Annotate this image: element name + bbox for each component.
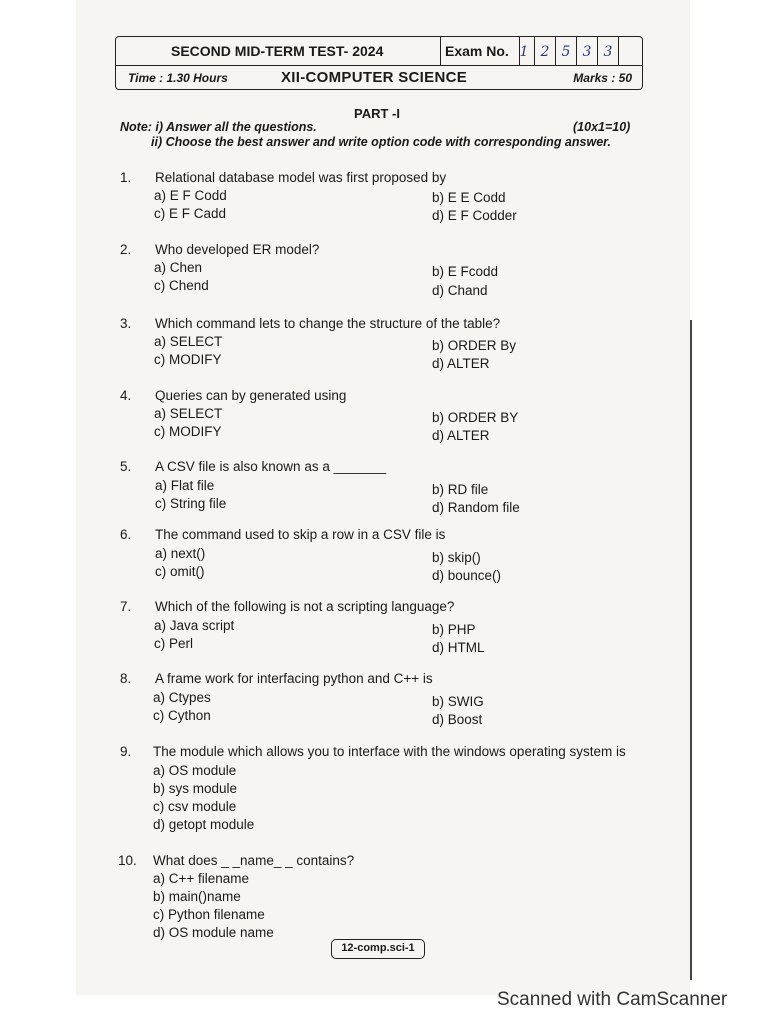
header-top-row bbox=[116, 37, 642, 66]
option-d: d) Chand bbox=[432, 283, 488, 298]
exam-digit: 3 bbox=[598, 37, 619, 65]
note-marks: (10x1=10) bbox=[573, 120, 631, 134]
option-b: b) RD file bbox=[432, 482, 489, 497]
question-text: A CSV file is also known as a _______ bbox=[155, 459, 387, 474]
question-text: Relational database model was first proposed by bbox=[155, 170, 447, 185]
option-c: c) Cython bbox=[153, 708, 211, 723]
option-c: c) MODIFY bbox=[154, 424, 222, 439]
question-number: 7. bbox=[120, 599, 132, 614]
option-c: c) Python filename bbox=[153, 907, 265, 922]
scanner-watermark: Scanned with CamScanner bbox=[497, 989, 728, 1010]
exam-digit: 2 bbox=[535, 37, 556, 65]
option-b: b) main()name bbox=[153, 889, 241, 904]
option-d: d) ALTER bbox=[432, 428, 490, 443]
option-b: b) skip() bbox=[432, 550, 481, 565]
exam-digit: 1 bbox=[514, 37, 535, 65]
option-d: d) Boost bbox=[432, 712, 483, 727]
test-title: SECOND MID-TERM TEST- 2024 bbox=[171, 43, 384, 59]
option-b: b) sys module bbox=[153, 781, 238, 796]
option-d: d) bounce() bbox=[432, 568, 502, 583]
option-b: b) E Fcodd bbox=[432, 264, 499, 279]
question-number: 5. bbox=[120, 459, 132, 474]
question-number: 8. bbox=[120, 671, 132, 686]
question-text: Which command lets to change the structure of the table? bbox=[155, 316, 501, 331]
option-c: c) String file bbox=[155, 496, 227, 511]
option-d: d) E F Codder bbox=[432, 208, 517, 223]
option-d: d) Random file bbox=[432, 500, 520, 515]
part-heading: PART -I bbox=[354, 106, 400, 121]
exam-no-label: Exam No. bbox=[440, 37, 520, 65]
option-a: a) OS module bbox=[153, 763, 237, 778]
note-line-2: ii) Choose the best answer and write option code with corresponding answer. bbox=[151, 135, 611, 149]
option-d: d) OS module name bbox=[153, 925, 274, 940]
exam-marks: Marks : 50 bbox=[573, 71, 632, 85]
exam-time: Time : 1.30 Hours bbox=[128, 71, 228, 85]
exam-number-boxes bbox=[514, 37, 619, 65]
question-number: 2. bbox=[120, 242, 132, 257]
exam-digit: 3 bbox=[577, 37, 598, 65]
question-text: Queries can by generated using bbox=[155, 388, 347, 403]
note-line-1: Note: i) Answer all the questions. bbox=[120, 120, 317, 134]
option-c: c) Chend bbox=[154, 278, 209, 293]
option-d: d) getopt module bbox=[153, 817, 255, 832]
option-c: c) csv module bbox=[153, 799, 237, 814]
option-d: d) HTML bbox=[432, 640, 485, 655]
question-number: 9. bbox=[120, 744, 132, 759]
question-text: The command used to skip a row in a CSV file is bbox=[155, 527, 446, 542]
option-a: a) Java script bbox=[154, 618, 235, 633]
option-b: b) ORDER By bbox=[432, 338, 517, 353]
exam-subject: XII-COMPUTER SCIENCE bbox=[281, 69, 468, 86]
option-a: a) Chen bbox=[154, 260, 203, 275]
option-a: a) next() bbox=[155, 546, 206, 561]
option-b: b) E E Codd bbox=[432, 190, 506, 205]
exam-digit: 5 bbox=[556, 37, 577, 65]
question-text: The module which allows you to interface with the windows operating system is bbox=[153, 744, 626, 759]
page-code-badge: 12-comp.sci-1 bbox=[331, 939, 425, 959]
question-number: 3. bbox=[120, 316, 132, 331]
option-c: c) E F Cadd bbox=[154, 206, 227, 221]
option-c: c) omit() bbox=[155, 564, 205, 579]
question-number: 6. bbox=[120, 527, 132, 542]
option-b: b) ORDER BY bbox=[432, 410, 519, 425]
option-a: a) C++ filename bbox=[153, 871, 250, 886]
question-text: Which of the following is not a scripting language? bbox=[155, 599, 455, 614]
exam-header-box bbox=[115, 36, 643, 90]
question-number: 1. bbox=[120, 170, 132, 185]
question-text: A frame work for interfacing python and C++ is bbox=[155, 671, 433, 686]
option-b: b) PHP bbox=[432, 622, 476, 637]
option-c: c) MODIFY bbox=[154, 352, 222, 367]
scan-edge-line bbox=[690, 320, 692, 980]
option-b: b) SWIG bbox=[432, 694, 484, 709]
option-a: a) SELECT bbox=[154, 334, 223, 349]
option-c: c) Perl bbox=[154, 636, 194, 651]
question-text: What does _ _name_ _ contains? bbox=[153, 853, 355, 868]
question-number: 4. bbox=[120, 388, 132, 403]
option-a: a) Ctypes bbox=[153, 690, 211, 705]
question-text: Who developed ER model? bbox=[155, 242, 320, 257]
question-number: 10. bbox=[118, 853, 137, 868]
option-a: a) E F Codd bbox=[154, 188, 227, 203]
option-d: d) ALTER bbox=[432, 356, 490, 371]
option-a: a) SELECT bbox=[154, 406, 223, 421]
option-a: a) Flat file bbox=[155, 478, 215, 493]
